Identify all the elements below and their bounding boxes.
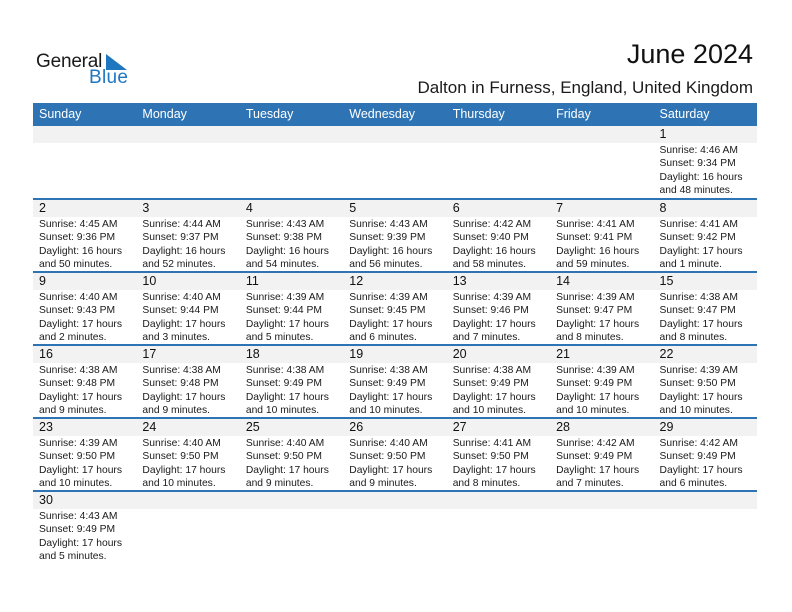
day-number: 26 xyxy=(343,419,446,436)
sun-info xyxy=(343,363,446,418)
day-number: 11 xyxy=(240,273,343,290)
day-cell xyxy=(240,273,343,344)
weekday-sunday: Sunday xyxy=(39,107,82,121)
sun-info xyxy=(240,363,343,418)
day-number: 24 xyxy=(136,419,239,436)
sunset-text: Sunset: 9:50 PM xyxy=(142,451,219,463)
day-cell xyxy=(343,200,446,271)
daylight-text: Daylight: 17 hours xyxy=(142,464,226,476)
day-cell xyxy=(550,273,653,344)
daylight-text: Daylight: 17 hours xyxy=(659,245,743,257)
daylight-text: Daylight: 17 hours xyxy=(556,318,640,330)
weeks-container xyxy=(33,126,757,563)
daylight-text: Daylight: 16 hours xyxy=(142,245,226,257)
daylight-text: Daylight: 16 hours xyxy=(659,171,743,183)
day-cell xyxy=(447,419,550,490)
daylight-text: Daylight: 17 hours xyxy=(349,391,433,403)
sunrise-text: Sunrise: 4:39 AM xyxy=(659,365,738,376)
sunset-text: Sunset: 9:40 PM xyxy=(452,232,529,244)
sun-info xyxy=(33,217,136,272)
sun-info xyxy=(343,436,446,491)
sun-info xyxy=(550,436,653,491)
empty-day-cell xyxy=(550,126,653,198)
weekday-friday: Friday xyxy=(556,107,591,121)
sunset-text: Sunset: 9:44 PM xyxy=(245,305,322,317)
calendar-grid xyxy=(33,103,757,563)
weekday-tuesday: Tuesday xyxy=(245,107,294,121)
sunrise-text: Sunrise: 4:38 AM xyxy=(452,365,532,376)
daylight-text: and 58 minutes. xyxy=(452,259,526,271)
sunset-text: Sunset: 9:36 PM xyxy=(39,232,116,244)
day-number: 9 xyxy=(33,273,136,290)
day-number: 1 xyxy=(654,126,757,143)
sunrise-text: Sunrise: 4:40 AM xyxy=(39,292,118,303)
day-cell xyxy=(240,200,343,271)
day-number: 4 xyxy=(240,200,343,217)
daylight-text: and 8 minutes. xyxy=(659,332,728,344)
day-cell xyxy=(343,419,446,490)
daylight-text: and 9 minutes. xyxy=(39,405,107,417)
week-row xyxy=(33,417,757,490)
daylight-text: Daylight: 17 hours xyxy=(245,391,329,403)
day-cell xyxy=(33,492,136,563)
day-number: 2 xyxy=(33,200,136,217)
empty-day-cell xyxy=(240,492,343,563)
daylight-text: and 10 minutes. xyxy=(556,405,630,417)
week-row xyxy=(33,344,757,417)
daylight-text: and 10 minutes. xyxy=(659,405,733,417)
sunset-text: Sunset: 9:44 PM xyxy=(142,305,219,317)
page-title: June 2024 xyxy=(626,39,753,69)
day-number: 6 xyxy=(447,200,550,217)
sunrise-text: Sunrise: 4:39 AM xyxy=(556,365,635,376)
sunrise-text: Sunrise: 4:43 AM xyxy=(349,219,428,230)
day-number: 20 xyxy=(447,346,550,363)
sunrise-text: Sunrise: 4:38 AM xyxy=(39,365,118,376)
day-cell xyxy=(33,200,136,271)
day-number: 13 xyxy=(447,273,550,290)
sunset-text: Sunset: 9:42 PM xyxy=(659,232,736,244)
day-number: 10 xyxy=(136,273,239,290)
sunset-text: Sunset: 9:45 PM xyxy=(349,305,426,317)
day-cell xyxy=(654,273,757,344)
sun-info xyxy=(33,290,136,345)
weekday-header-row xyxy=(33,103,757,126)
daylight-text: and 3 minutes. xyxy=(142,332,210,344)
daylight-text: Daylight: 17 hours xyxy=(349,464,433,476)
logo-text-general: General xyxy=(36,51,103,72)
sunset-text: Sunset: 9:37 PM xyxy=(142,232,219,244)
week-row xyxy=(33,198,757,271)
daylight-text: Daylight: 17 hours xyxy=(659,464,743,476)
sunset-text: Sunset: 9:48 PM xyxy=(39,378,116,390)
sunset-text: Sunset: 9:39 PM xyxy=(349,232,426,244)
sunrise-text: Sunrise: 4:42 AM xyxy=(556,438,635,449)
daylight-text: and 56 minutes. xyxy=(349,259,423,271)
daylight-text: and 6 minutes. xyxy=(659,478,728,490)
daylight-text: and 7 minutes. xyxy=(452,332,521,344)
sunset-text: Sunset: 9:49 PM xyxy=(659,451,736,463)
day-number: 28 xyxy=(550,419,653,436)
daylight-text: Daylight: 17 hours xyxy=(245,464,329,476)
daylight-text: Daylight: 16 hours xyxy=(556,245,640,257)
daylight-text: and 5 minutes. xyxy=(39,551,107,563)
daylight-text: and 10 minutes. xyxy=(452,405,526,417)
empty-day-cell xyxy=(654,492,757,563)
day-cell xyxy=(654,126,757,198)
daylight-text: and 2 minutes. xyxy=(39,332,107,344)
empty-day-cell xyxy=(33,126,136,198)
day-cell xyxy=(550,346,653,417)
daylight-text: and 9 minutes. xyxy=(349,478,417,490)
sun-info xyxy=(33,363,136,418)
sunrise-text: Sunrise: 4:39 AM xyxy=(39,438,118,449)
daylight-text: and 8 minutes. xyxy=(556,332,624,344)
daylight-text: and 48 minutes. xyxy=(659,185,733,197)
sunset-text: Sunset: 9:49 PM xyxy=(556,378,633,390)
daylight-text: Daylight: 16 hours xyxy=(39,245,122,257)
sunrise-text: Sunrise: 4:42 AM xyxy=(659,438,738,449)
day-cell xyxy=(240,346,343,417)
sun-info xyxy=(33,509,136,564)
day-cell xyxy=(654,346,757,417)
day-cell xyxy=(136,273,239,344)
day-cell xyxy=(33,273,136,344)
day-cell xyxy=(136,200,239,271)
daylight-text: and 9 minutes. xyxy=(142,405,210,417)
day-cell xyxy=(33,346,136,417)
sunset-text: Sunset: 9:50 PM xyxy=(245,451,322,463)
sunset-text: Sunset: 9:49 PM xyxy=(39,524,116,536)
sun-info xyxy=(654,217,757,272)
sunrise-text: Sunrise: 4:42 AM xyxy=(452,219,532,230)
sun-info xyxy=(654,436,757,491)
day-number: 22 xyxy=(654,346,757,363)
week-row xyxy=(33,490,757,563)
sun-info xyxy=(550,290,653,345)
sun-info xyxy=(447,290,550,345)
sunset-text: Sunset: 9:49 PM xyxy=(556,451,633,463)
sunrise-text: Sunrise: 4:40 AM xyxy=(142,292,221,303)
daylight-text: Daylight: 17 hours xyxy=(452,391,536,403)
day-cell xyxy=(136,419,239,490)
sunset-text: Sunset: 9:50 PM xyxy=(452,451,529,463)
sun-info xyxy=(654,143,757,198)
sunset-text: Sunset: 9:48 PM xyxy=(142,378,219,390)
sunrise-text: Sunrise: 4:45 AM xyxy=(39,219,118,230)
empty-day-cell xyxy=(240,126,343,198)
day-number: 8 xyxy=(654,200,757,217)
logo xyxy=(36,52,136,88)
sun-info xyxy=(33,436,136,491)
week-row xyxy=(33,126,757,198)
day-number: 17 xyxy=(136,346,239,363)
sunrise-text: Sunrise: 4:40 AM xyxy=(142,438,221,449)
sunrise-text: Sunrise: 4:46 AM xyxy=(659,145,738,156)
sunrise-text: Sunrise: 4:41 AM xyxy=(452,438,532,449)
daylight-text: Daylight: 17 hours xyxy=(452,318,536,330)
weekday-saturday: Saturday xyxy=(659,107,710,121)
daylight-text: and 50 minutes. xyxy=(39,259,113,271)
day-number: 15 xyxy=(654,273,757,290)
sun-info xyxy=(240,290,343,345)
sunrise-text: Sunrise: 4:41 AM xyxy=(556,219,635,230)
daylight-text: Daylight: 17 hours xyxy=(39,318,122,330)
sunrise-text: Sunrise: 4:43 AM xyxy=(245,219,325,230)
empty-day-cell xyxy=(343,126,446,198)
day-number: 27 xyxy=(447,419,550,436)
sun-info xyxy=(136,217,239,272)
sunrise-text: Sunrise: 4:38 AM xyxy=(142,365,221,376)
daylight-text: and 10 minutes. xyxy=(142,478,216,490)
sunset-text: Sunset: 9:38 PM xyxy=(245,232,322,244)
day-cell xyxy=(240,419,343,490)
daylight-text: Daylight: 17 hours xyxy=(659,318,743,330)
sunset-text: Sunset: 9:50 PM xyxy=(349,451,426,463)
day-cell xyxy=(343,273,446,344)
sunrise-text: Sunrise: 4:38 AM xyxy=(245,365,325,376)
sunrise-text: Sunrise: 4:40 AM xyxy=(245,438,325,449)
day-cell xyxy=(654,419,757,490)
day-cell xyxy=(343,346,446,417)
daylight-text: Daylight: 17 hours xyxy=(659,391,743,403)
day-cell xyxy=(654,200,757,271)
daylight-text: and 6 minutes. xyxy=(349,332,417,344)
sun-info xyxy=(447,217,550,272)
empty-day-cell xyxy=(550,492,653,563)
daylight-text: and 10 minutes. xyxy=(349,405,423,417)
weekday-wednesday: Wednesday xyxy=(349,107,416,121)
day-number: 12 xyxy=(343,273,446,290)
day-number: 30 xyxy=(33,492,136,509)
daylight-text: Daylight: 16 hours xyxy=(349,245,433,257)
day-number: 29 xyxy=(654,419,757,436)
sun-info xyxy=(654,290,757,345)
daylight-text: Daylight: 17 hours xyxy=(452,464,536,476)
day-cell xyxy=(447,200,550,271)
day-number: 19 xyxy=(343,346,446,363)
sunrise-text: Sunrise: 4:44 AM xyxy=(142,219,221,230)
daylight-text: Daylight: 17 hours xyxy=(142,391,226,403)
day-cell xyxy=(33,419,136,490)
weekday-thursday: Thursday xyxy=(452,107,505,121)
day-number: 16 xyxy=(33,346,136,363)
day-cell xyxy=(550,200,653,271)
daylight-text: Daylight: 16 hours xyxy=(452,245,536,257)
day-number: 14 xyxy=(550,273,653,290)
sun-info xyxy=(654,363,757,418)
sun-info xyxy=(136,363,239,418)
day-cell xyxy=(550,419,653,490)
sunset-text: Sunset: 9:49 PM xyxy=(349,378,426,390)
sunrise-text: Sunrise: 4:40 AM xyxy=(349,438,428,449)
sunrise-text: Sunrise: 4:38 AM xyxy=(659,292,738,303)
daylight-text: and 7 minutes. xyxy=(556,478,624,490)
sunrise-text: Sunrise: 4:38 AM xyxy=(349,365,428,376)
sun-info xyxy=(240,436,343,491)
day-number: 23 xyxy=(33,419,136,436)
daylight-text: Daylight: 17 hours xyxy=(556,391,640,403)
sunset-text: Sunset: 9:50 PM xyxy=(659,378,736,390)
daylight-text: Daylight: 17 hours xyxy=(142,318,226,330)
sun-info xyxy=(550,363,653,418)
sunset-text: Sunset: 9:43 PM xyxy=(39,305,116,317)
sunset-text: Sunset: 9:47 PM xyxy=(659,305,736,317)
sun-info xyxy=(343,290,446,345)
sunrise-text: Sunrise: 4:39 AM xyxy=(349,292,428,303)
day-number: 7 xyxy=(550,200,653,217)
sunset-text: Sunset: 9:47 PM xyxy=(556,305,633,317)
sunset-text: Sunset: 9:49 PM xyxy=(245,378,322,390)
day-number: 3 xyxy=(136,200,239,217)
daylight-text: Daylight: 17 hours xyxy=(349,318,433,330)
day-number: 5 xyxy=(343,200,446,217)
daylight-text: Daylight: 17 hours xyxy=(39,464,122,476)
sunrise-text: Sunrise: 4:41 AM xyxy=(659,219,738,230)
day-number: 18 xyxy=(240,346,343,363)
daylight-text: and 54 minutes. xyxy=(245,259,320,271)
empty-day-cell xyxy=(447,492,550,563)
daylight-text: Daylight: 17 hours xyxy=(556,464,640,476)
daylight-text: and 8 minutes. xyxy=(452,478,521,490)
daylight-text: and 9 minutes. xyxy=(245,478,314,490)
empty-day-cell xyxy=(447,126,550,198)
day-cell xyxy=(447,273,550,344)
week-row xyxy=(33,271,757,344)
sun-info xyxy=(136,290,239,345)
sunrise-text: Sunrise: 4:39 AM xyxy=(245,292,325,303)
sunset-text: Sunset: 9:46 PM xyxy=(452,305,529,317)
day-cell xyxy=(136,346,239,417)
daylight-text: and 10 minutes. xyxy=(39,478,113,490)
sunset-text: Sunset: 9:34 PM xyxy=(659,158,736,170)
weekday-monday: Monday xyxy=(142,107,187,121)
day-number: 21 xyxy=(550,346,653,363)
sun-info xyxy=(240,217,343,272)
sunrise-text: Sunrise: 4:39 AM xyxy=(452,292,532,303)
sun-info xyxy=(447,436,550,491)
daylight-text: and 10 minutes. xyxy=(245,405,320,417)
logo-text-blue: Blue xyxy=(89,67,129,88)
sunrise-text: Sunrise: 4:39 AM xyxy=(556,292,635,303)
sun-info xyxy=(136,436,239,491)
empty-day-cell xyxy=(136,492,239,563)
sun-info xyxy=(343,217,446,272)
sunset-text: Sunset: 9:50 PM xyxy=(39,451,116,463)
daylight-text: Daylight: 17 hours xyxy=(39,391,122,403)
daylight-text: and 1 minute. xyxy=(659,259,722,271)
daylight-text: and 52 minutes. xyxy=(142,259,216,271)
sunset-text: Sunset: 9:41 PM xyxy=(556,232,633,244)
daylight-text: Daylight: 17 hours xyxy=(39,537,122,549)
sun-info xyxy=(447,363,550,418)
sun-info xyxy=(550,217,653,272)
daylight-text: Daylight: 16 hours xyxy=(245,245,329,257)
daylight-text: Daylight: 17 hours xyxy=(245,318,329,330)
day-cell xyxy=(447,346,550,417)
location-subtitle: Dalton in Furness, England, United Kingdom xyxy=(417,78,753,97)
empty-day-cell xyxy=(343,492,446,563)
sunset-text: Sunset: 9:49 PM xyxy=(452,378,529,390)
daylight-text: and 5 minutes. xyxy=(245,332,314,344)
empty-day-cell xyxy=(136,126,239,198)
daylight-text: and 59 minutes. xyxy=(556,259,630,271)
day-number: 25 xyxy=(240,419,343,436)
sunrise-text: Sunrise: 4:43 AM xyxy=(39,511,118,522)
